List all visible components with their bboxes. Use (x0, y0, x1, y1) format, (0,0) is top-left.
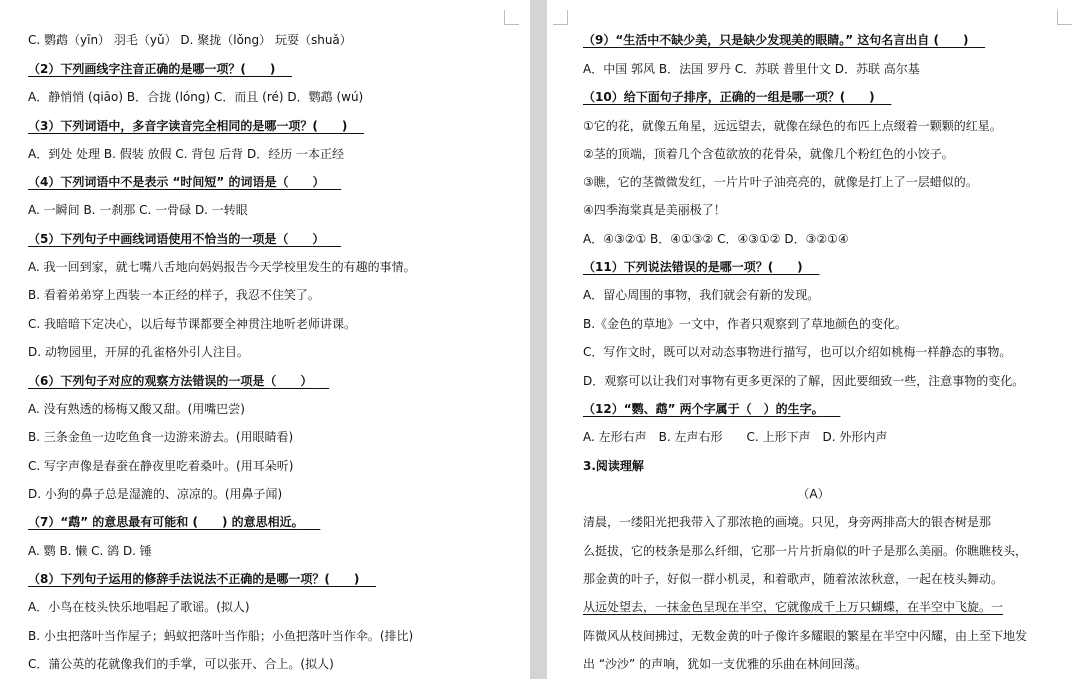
option-line: A．留心周围的事物，我们就会有新的发现。 (583, 288, 820, 302)
option-line: B. 小虫把落叶当作屋子；蚂蚁把落叶当作船；小鱼把落叶当作伞。(排比) (28, 629, 414, 643)
question-7: （7）“鹉” 的意思最有可能和 ( ) 的意思相近。 (28, 515, 304, 529)
option-line: B. 看着弟弟穿上西装一本正经的样子，我忍不住笑了。 (28, 288, 320, 302)
sentence-line: ④四季海棠真是美丽极了！ (583, 203, 726, 217)
passage-label: （A） (797, 487, 830, 501)
option-line: C．写作文时，既可以对动态事物进行描写，也可以介绍如桃梅一样静态的事物。 (583, 345, 1012, 359)
question-11: （11）下列说法错误的是哪一项？( ) (583, 260, 803, 274)
page-corner-mark (1057, 10, 1072, 25)
document-page-right (547, 0, 1080, 679)
option-line: A．静悄悄 (qiāo) B．合拢 (lóng) C．而且 (ré) D．鹦鹉 (wú) (28, 90, 364, 104)
option-line: D. 动物园里，开屏的孔雀格外引人注目。 (28, 345, 249, 359)
option-line: D．观察可以让我们对事物有更多更深的了解，因此要细致一些，注意事物的变化。 (583, 374, 1025, 388)
question-10: （10）给下面句子排序，正确的一组是哪一项？( ) (583, 90, 875, 104)
passage-line: 么挺拔，它的枝条是那么纤细，它那一片片折扇似的叶子是那么美丽。你瞧瞧枝头， (583, 544, 1028, 558)
option-line: A. 我一回到家，就七嘴八舌地向妈妈报告今天学校里发生的有趣的事情。 (28, 260, 416, 274)
sentence-line: ①它的花，就像五角星，远远望去，就像在绿色的布匹上点缀着一颗颗的红星。 (583, 119, 1002, 133)
passage-line: 清晨，一缕阳光把我带入了那浓艳的画境。只见，身旁两排高大的银杏树是那 (583, 515, 992, 529)
option-line: A．④③②① B．④①③② C．④③①② D．③②①④ (583, 232, 849, 246)
question-6: （6）下列句子对应的观察方法错误的一项是（ ） (28, 374, 313, 388)
option-line: A．小鸟在枝头快乐地唱起了歌谣。(拟人) (28, 600, 250, 614)
option-line: A．中国 郭风 B．法国 罗丹 C．苏联 普里什文 D．苏联 高尔基 (583, 62, 920, 76)
question-2: （2）下列画线字注音正确的是哪一项？( ) (28, 62, 276, 76)
option-line: C. 我暗暗下定决心，以后每节课都要全神贯注地听老师讲课。 (28, 317, 357, 331)
passage-line: 从远处望去，一抹金色呈现在半空，它就像成千上万只蝴蝶，在半空中飞旋。一 (583, 600, 1004, 614)
option-line: A. 左形右声 B. 左声右形 C. 上形下声 D. 外形内声 (583, 430, 888, 444)
option-line: B.《金色的草地》一文中，作者只观察到了草地颜色的变化。 (583, 317, 908, 331)
question-5: （5）下列句子中画线词语使用不恰当的一项是（ ） (28, 232, 325, 246)
question-12: （12）“鹦、鹉” 两个字属于（ ）的生字。 (583, 402, 824, 416)
question-4: （4）下列词语中不是表示 “时间短” 的词语是（ ） (28, 175, 325, 189)
option-line: C. 写字声像是春蚕在静夜里吃着桑叶。(用耳朵听) (28, 459, 294, 473)
sentence-line: ②茎的顶端，顶着几个含苞欲放的花骨朵，就像几个粉红色的小饺子。 (583, 147, 954, 161)
sentence-line: ③瞧，它的茎微微发红，一片片叶子油亮亮的，就像是打上了一层蜡似的。 (583, 175, 978, 189)
passage-line: 那金黄的叶子，好似一群小机灵，和着歌声，随着浓浓秋意，一起在枝头舞动。 (583, 572, 1004, 586)
passage-line: 出 “沙沙” 的声响，犹如一支优雅的乐曲在林间回荡。 (583, 657, 868, 671)
option-line: D. 小狗的鼻子总是湿漉的、凉凉的。(用鼻子闻) (28, 487, 283, 501)
section-heading: 3.阅读理解 (583, 459, 644, 473)
option-line: A. 没有熟透的杨梅又酸又甜。(用嘴巴尝) (28, 402, 245, 416)
option-line: B. 三条金鱼一边吃鱼食一边游来游去。(用眼睛看) (28, 430, 294, 444)
option-line: A. 一瞬间 B. 一刹那 C. 一骨碌 D. 一转眼 (28, 203, 248, 217)
page-corner-mark (553, 10, 568, 25)
option-line: A. 鹦 B. 懒 C. 鹆 D. 锤 (28, 544, 152, 558)
document-page-left (0, 0, 530, 679)
question-3: （3）下列词语中，多音字读音完全相同的是哪一项？( ) (28, 119, 348, 133)
question-8: （8）下列句子运用的修辞手法说法不正确的是哪一项？( ) (28, 572, 360, 586)
option-line: C. 鹦鹉（yīn） 羽毛（yǔ） D. 聚拢（lǒng） 玩耍（shuǎ） (28, 33, 352, 47)
option-line: C．蒲公英的花就像我们的手掌，可以张开、合上。(拟人) (28, 657, 334, 671)
question-9: （9）“生活中不缺少美，只是缺少发现美的眼睛。” 这句名言出自 ( ) (583, 33, 969, 47)
page-corner-mark (504, 10, 519, 25)
option-line: A．到处 处理 B. 假装 放假 C. 背包 后背 D．经历 一本正经 (28, 147, 345, 161)
passage-line: 阵微风从枝间拂过，无数金黄的叶子像许多耀眼的繁星在半空中闪耀，由上至下地发 (583, 629, 1028, 643)
